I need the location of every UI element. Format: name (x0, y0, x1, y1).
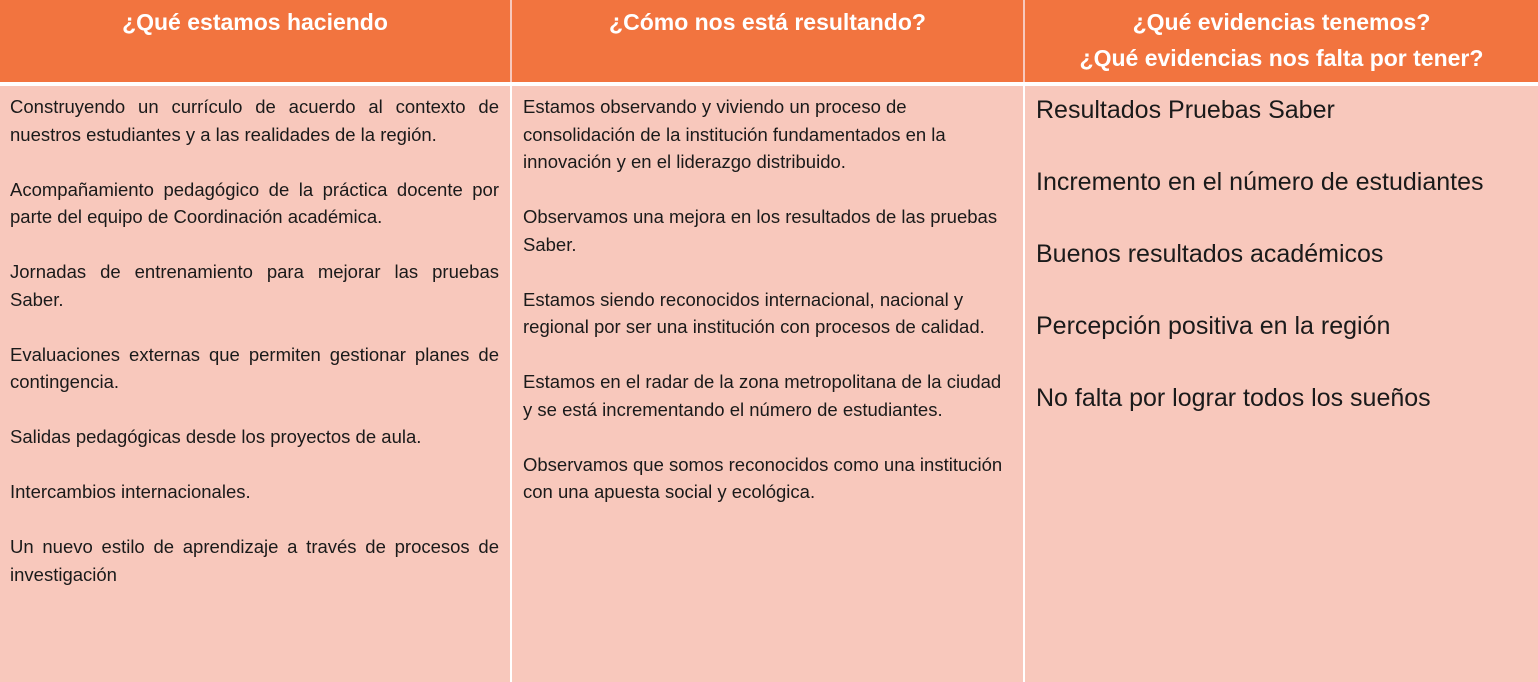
header-what-we-are-doing-text: ¿Qué estamos haciendo (122, 9, 388, 35)
column-evidence (1025, 86, 1538, 682)
list-item: Percepción positiva en la región (1036, 312, 1391, 340)
header-how-is-it-going-text: ¿Cómo nos está resultando? (609, 9, 926, 35)
list-item: Observamos una mejora en los resultados de las pruebas Saber. (523, 206, 998, 255)
list-item: Resultados Pruebas Saber (1036, 96, 1335, 124)
list-item: Acompañamiento pedagógico de la práctica docente por parte del equipo de Coordinación académica. (10, 178, 499, 227)
header-how-is-it-going (512, 0, 1023, 82)
header-evidence-line2: ¿Qué evidencias nos falta por tener? (1079, 45, 1484, 71)
header-evidence (1025, 0, 1538, 82)
list-item: No falta por lograr todos los sueños (1036, 384, 1431, 412)
list-item: Estamos en el radar de la zona metropolitana de la ciudad y se está incrementando el número de estudiantes. (523, 371, 1002, 420)
list-item: Salidas pedagógicas desde los proyectos de aula. (10, 426, 422, 447)
column-what-we-are-doing (0, 86, 510, 682)
column-how-is-it-going (512, 86, 1023, 682)
list-item: Jornadas de entrenamiento para mejorar las pruebas Saber. (10, 261, 499, 310)
header-evidence-line1: ¿Qué evidencias tenemos? (1132, 9, 1431, 35)
list-item: Estamos siendo reconocidos internacional, nacional y regional por ser una institución con procesos de calidad. (523, 288, 985, 337)
list-item: Evaluaciones externas que permiten gestionar planes de contingencia. (10, 343, 499, 392)
header-what-we-are-doing (0, 0, 510, 82)
list-item: Buenos resultados académicos (1036, 240, 1384, 268)
list-item: Incremento en el número de estudiantes (1036, 168, 1484, 196)
list-item: Intercambios internacionales. (10, 481, 251, 502)
list-item: Un nuevo estilo de aprendizaje a través de procesos de investigación (10, 536, 499, 585)
list-item: Construyendo un currículo de acuerdo al contexto de nuestros estudiantes y a las realidades de la región. (10, 96, 499, 145)
list-item: Observamos que somos reconocidos como una institución con una apuesta social y ecológica. (523, 453, 1003, 502)
list-item: Estamos observando y viviendo un proceso de consolidación de la institución fundamentados en la innovación y en el liderazgo distribuido. (523, 96, 946, 172)
